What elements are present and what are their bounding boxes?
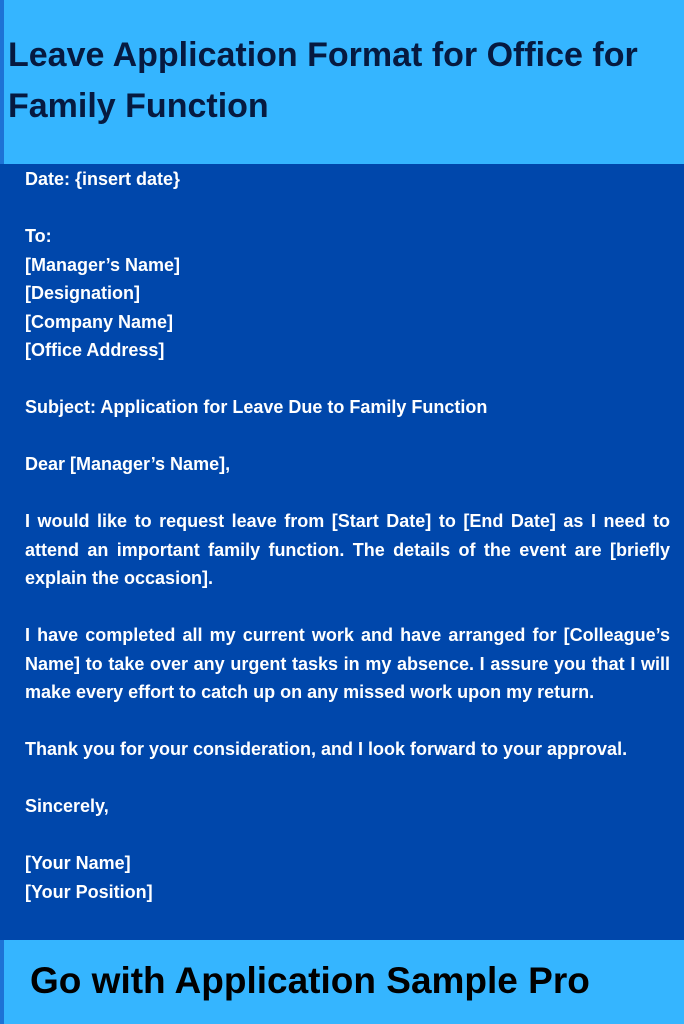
page-title: Leave Application Format for Office for Family Function <box>8 36 638 125</box>
recipient-company: [Company Name] <box>25 311 174 332</box>
letter-body <box>25 165 670 906</box>
sender-name: [Your Name] <box>25 853 131 873</box>
paragraph-thanks: Thank you for your consideration, and I look forward to your approval. <box>25 739 628 759</box>
footer-brand: Go with Application Sample Pro <box>30 960 590 1001</box>
sender-position: [Your Position] <box>25 881 153 902</box>
salutation: Dear [Manager’s Name], <box>25 454 231 474</box>
spacer <box>25 707 670 736</box>
recipient-designation: [Designation] <box>25 283 140 303</box>
spacer <box>25 593 670 622</box>
closing: Sincerely, <box>25 796 109 816</box>
subject-line: Subject: Application for Leave Due to Family Function <box>25 397 488 417</box>
spacer <box>25 479 670 508</box>
recipient-name: [Manager’s Name] <box>25 254 181 275</box>
to-label: To: <box>25 226 52 246</box>
spacer <box>25 365 670 394</box>
title-banner <box>0 0 684 164</box>
recipient-address: [Office Address] <box>25 340 165 360</box>
footer-banner <box>0 940 684 1024</box>
spacer <box>25 764 670 793</box>
spacer <box>25 194 670 223</box>
paragraph-request: I would like to request leave from [Start Date] to [End Date] as I need to attend an important family function. The details of the event are [briefly explain the occasion]. <box>25 511 670 588</box>
spacer <box>25 821 670 850</box>
paragraph-handover: I have completed all my current work and have arranged for [Colleague’s Name] to take over any urgent tasks in my absence. I assure you that I will make every effort to catch up on any missed work upon my return. <box>25 625 670 702</box>
date-line: Date: {insert date} <box>25 169 181 189</box>
spacer <box>25 422 670 451</box>
